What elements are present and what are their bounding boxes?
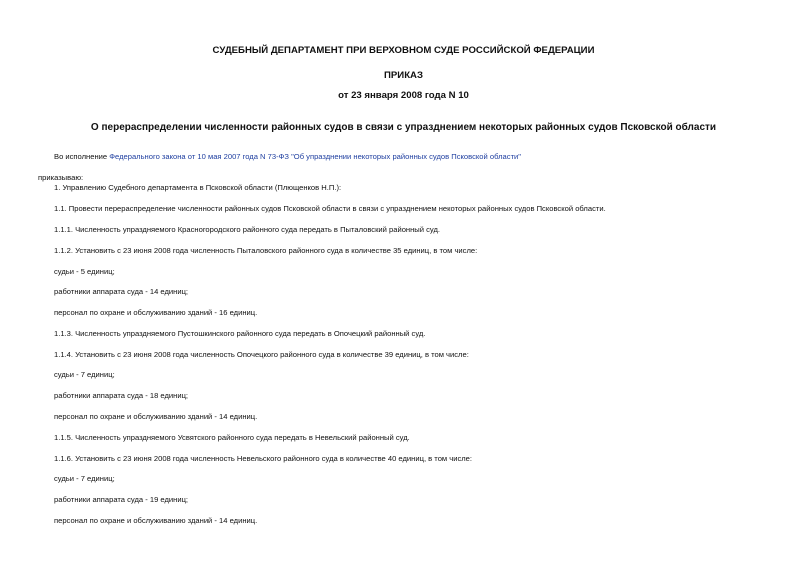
- paragraph: 1.1.1. Численность упраздняемого Красногородского районного суда передать в Пыталовский районный суд.: [54, 225, 441, 234]
- paragraph: персонал по охране и обслуживанию зданий - 14 единиц.: [54, 412, 258, 421]
- paragraph: 1.1.6. Установить с 23 июня 2008 года численность Невельского районного суда в количестве 40 единиц, в том числе:: [54, 454, 473, 463]
- intro-paragraph: [54, 152, 521, 162]
- paragraph: персонал по охране и обслуживанию зданий - 16 единиц.: [54, 308, 258, 317]
- paragraph: работники аппарата суда - 14 единиц;: [54, 287, 189, 296]
- paragraph: судьи - 7 единиц;: [54, 474, 115, 483]
- paragraph: судьи - 7 единиц;: [54, 370, 115, 379]
- department-heading: СУДЕБНЫЙ ДЕПАРТАМЕНТ ПРИ ВЕРХОВНОМ СУДЕ РОССИЙСКОЙ ФЕДЕРАЦИИ: [212, 45, 595, 56]
- paragraph: работники аппарата суда - 19 единиц;: [54, 495, 189, 504]
- intro-prefix: Во исполнение: [54, 152, 110, 161]
- paragraph: 1.1.2. Установить с 23 июня 2008 года численность Пыталовского районного суда в количестве 35 единиц, в том числе:: [54, 246, 478, 255]
- order-word: приказываю:: [38, 173, 84, 182]
- paragraph: 1. Управлению Судебного департамента в Псковской области (Плющенков Н.П.):: [54, 183, 342, 192]
- paragraph: судьи - 5 единиц;: [54, 267, 115, 276]
- paragraph: 1.1.3. Численность упраздняемого Пустошкинского районного суда передать в Опочецкий районный суд.: [54, 329, 426, 338]
- document-title: О перераспределении численности районных судов в связи с упразднением некоторых районных судов Псковской области: [90, 122, 717, 133]
- paragraph: персонал по охране и обслуживанию зданий - 14 единиц.: [54, 516, 258, 525]
- document-date-number: от 23 января 2008 года N 10: [338, 90, 469, 101]
- federal-law-link[interactable]: Федерального закона от 10 мая 2007 года N 73-ФЗ "Об упразднении некоторых районных судов Псковской области": [109, 152, 521, 161]
- paragraph: 1.1.5. Численность упраздняемого Усвятского районного суда передать в Невельский районный суд.: [54, 433, 410, 442]
- paragraph: 1.1.4. Установить с 23 июня 2008 года численность Опочецкого районного суда в количестве 39 единиц, в том числе:: [54, 350, 469, 359]
- paragraph: 1.1. Провести перераспределение численности районных судов Псковской области в связи с упразднением некоторых районных судов Псковской области.: [54, 204, 606, 213]
- paragraph: работники аппарата суда - 18 единиц;: [54, 391, 189, 400]
- document-type: ПРИКАЗ: [384, 70, 423, 81]
